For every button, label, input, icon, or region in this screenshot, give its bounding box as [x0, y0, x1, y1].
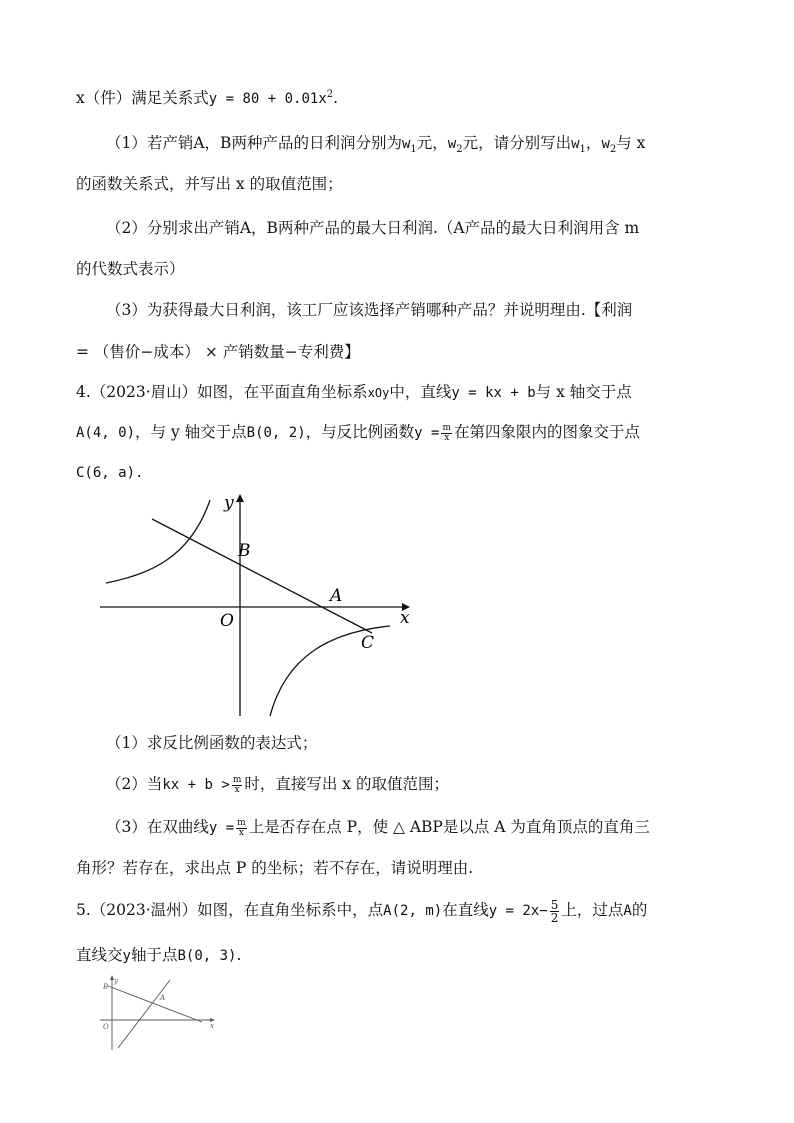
line-kx-b [152, 519, 372, 633]
text: 元，请分别写出 [462, 134, 572, 152]
q3-part1-line1 [106, 131, 645, 155]
text: 时，直接写出 x 的取值范围； [244, 775, 449, 793]
equation: y = [414, 425, 440, 441]
text: 在第四象限内的图象交于点 [454, 423, 641, 441]
q3-part3-line1: （3）为获得最大日利润，该工厂应该选择产销哪种产品？并说明理由.【利润 [106, 301, 633, 319]
point-b: B(0, 2) [246, 425, 306, 441]
numerator: m [442, 422, 452, 433]
text: 的 [631, 901, 648, 919]
var-w1: w [571, 136, 580, 152]
text: 在直线 [442, 901, 489, 919]
fraction [236, 819, 247, 838]
q3-part1-line2: 的函数关系式，并写出 x 的取值范围； [76, 175, 343, 193]
q5-figure [98, 974, 228, 1054]
label-y: y [114, 977, 118, 985]
text: ，与 y 轴交于点 [135, 423, 247, 441]
equation: y = kx + b [451, 385, 536, 401]
fraction [550, 899, 560, 924]
label-a: A [160, 994, 166, 1002]
label-x: x [400, 608, 410, 628]
text: ， [585, 134, 602, 152]
denominator: 2 [550, 910, 559, 925]
point-a: A [623, 903, 632, 919]
label-y: y [224, 493, 234, 513]
label-o: O [103, 1023, 109, 1031]
text: 与 x [616, 134, 646, 152]
q4-line2 [76, 420, 640, 443]
q3-part3-line2: = （售价−成本） × 产销数量−专利费】 [76, 343, 360, 361]
q3-part2-line2: 的代数式表示） [76, 260, 185, 278]
text: 5.（2023·温州）如图，在直角坐标系中，点 [76, 901, 384, 919]
denominator: x [234, 784, 240, 795]
text: （2）当 [106, 775, 163, 793]
numerator: m [232, 774, 242, 785]
q4-sub1: （1）求反比例函数的表达式； [106, 734, 318, 752]
label-o: O [220, 611, 234, 631]
equation: y = [208, 820, 235, 836]
denominator: x [444, 432, 450, 443]
subscript: 1 [410, 144, 417, 156]
text: 轴于点 [130, 946, 178, 964]
q4-figure [90, 488, 420, 720]
fraction [232, 776, 243, 795]
subscript: 2 [609, 144, 617, 156]
label-b: B [238, 541, 251, 561]
text: . [236, 946, 242, 964]
label-b: B [103, 983, 109, 991]
denominator: x [238, 827, 244, 838]
q4-line3 [76, 463, 143, 481]
text: （1）若产销A，B两种产品的日利润分别为 [106, 134, 402, 152]
text: 直线交 [76, 946, 123, 964]
text: . [333, 89, 339, 107]
equation: y = 80 + 0.01x [208, 91, 327, 107]
text: 元， [416, 134, 448, 152]
text: 与 x 轴交于点 [535, 383, 632, 401]
numerator: 5 [550, 897, 559, 912]
text: 上，过点 [561, 901, 624, 919]
q4-sub3-line1 [106, 815, 650, 838]
text: 中，直线 [389, 383, 452, 401]
y-axis-arrow [236, 494, 244, 502]
text: 上是否存在点 P，使 △ ABP是以点 A 为直角顶点的直角三 [248, 818, 650, 836]
equation: y = 2x− [488, 903, 548, 919]
point-b: B(0, 3) [177, 948, 237, 964]
var-w2: w [601, 136, 610, 152]
coord-system: xOy [367, 386, 390, 400]
point-a: A(2, m) [383, 903, 443, 919]
var-y: y [122, 948, 131, 964]
line-y-2x [118, 980, 170, 1048]
label-c: C [361, 633, 375, 653]
q3-part2-line1: （2）分别求出产销A，B两种产品的最大日利润.（A产品的最大日利润用含 m [106, 219, 640, 237]
exponent: 2 [326, 88, 334, 100]
label-a: A [330, 586, 343, 606]
text: 4.（2023·眉山）如图，在平面直角坐标系 [76, 383, 368, 401]
var-w1: w [401, 136, 411, 152]
line-through-b [108, 986, 202, 1022]
point-c: C(6, a). [76, 465, 144, 481]
q5-line1 [76, 898, 647, 924]
q5-line2 [76, 943, 241, 965]
subscript: 2 [456, 144, 463, 156]
inequality: kx + b > [162, 777, 230, 793]
subscript: 1 [579, 144, 586, 156]
point-a: A(4, 0) [76, 425, 136, 441]
var-w2: w [447, 136, 457, 152]
q3-intro-line [76, 86, 338, 108]
q4-sub3-line2: 角形？若存在，求出点 P 的坐标；若不存在，请说明理由. [76, 859, 474, 877]
numerator: m [237, 817, 246, 828]
text: x（件）满足关系式 [76, 89, 209, 107]
q4-sub2 [106, 772, 449, 795]
fraction [441, 424, 452, 443]
text: ，与反比例函数 [305, 423, 415, 441]
label-x: x [210, 1022, 214, 1030]
q4-line1 [76, 380, 632, 402]
text: （3）在双曲线 [106, 818, 209, 836]
